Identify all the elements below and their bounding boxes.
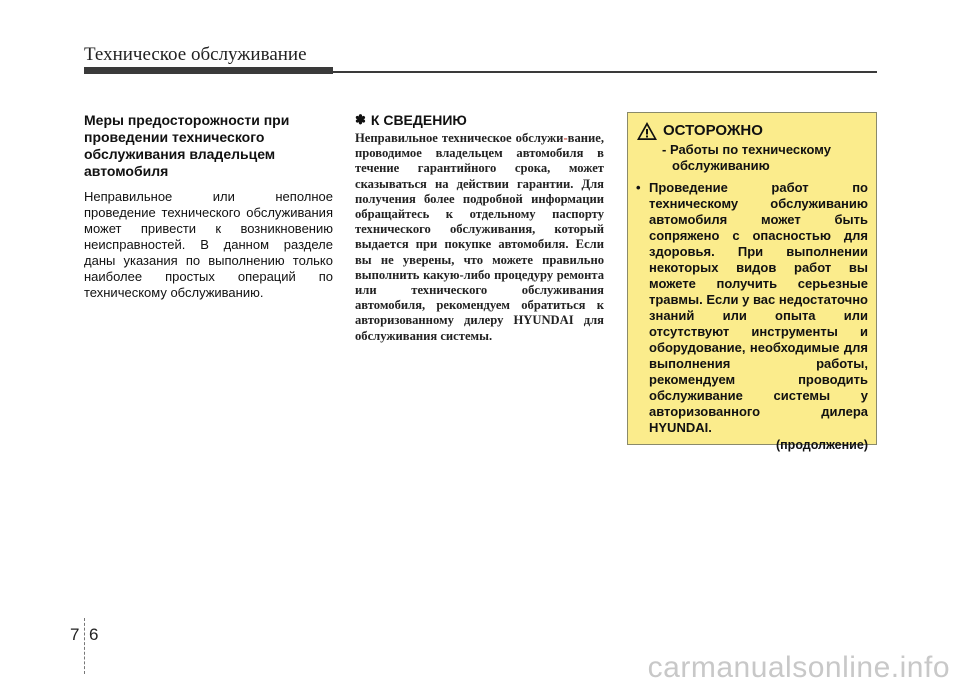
page-number-divider xyxy=(84,618,85,674)
precautions-heading: Меры предосторожности при проведении технического обслуживания владельцем автомобиля xyxy=(84,112,290,179)
notice-heading: К СВЕДЕНИЮ xyxy=(370,112,467,128)
page-number-page: 6 xyxy=(89,625,99,644)
notice-body-rest: вание, проводимое владельцем автомобиля в течение гарантийного срока, может сказываться на действии гарантии. Для получения более подробной информации обращайтесь к отдельному паспорту технического обслуживания, который выдается при покупке автомобиля. Если вы не уверены, что можете правильно выполнить какую-либо процедуру ремонта или технического обслуживания автомобиля, рекомендуем обратиться к авторизованному дилеру HYUNDAI для обслуживания системы. xyxy=(355,131,604,343)
page-number-section: 7 xyxy=(70,625,80,644)
notice-hyphen: - xyxy=(563,131,568,145)
page-header-title: Техническое обслуживание xyxy=(84,44,307,65)
watermark-text: carmanualsonline.info xyxy=(647,651,950,684)
precautions-body: Неправильное или неполное проведение технического обслуживания может привести к возникновению неисправностей. В данном разделе даны указания по выполнению только наиболее простых операций по техническому обслуживанию. xyxy=(84,189,333,300)
warning-text: Проведение работ по техническому обслуживанию автомобиля может быть сопряжено с опасностью для здоровья. При выполнении некоторых видов работ вы можете получить серьезные травмы. Если у вас недостаточно знаний или опыта или отсутствуют инструменты и оборудование, необходимые для выполнения работы, рекомендуем проводить обслуживание системы у авторизованного дилера HYUNDAI. xyxy=(649,180,868,435)
notice-star-icon: ✽ xyxy=(355,112,366,127)
notice-column xyxy=(355,112,604,344)
header-rule xyxy=(333,71,877,73)
warning-title: ОСТОРОЖНО xyxy=(663,122,763,139)
precautions-column xyxy=(84,112,333,301)
notice-body-start: Неправильное техническое обслужи xyxy=(355,131,564,145)
warning-box xyxy=(627,112,877,452)
warning-header xyxy=(636,121,868,141)
warning-triangle-icon xyxy=(636,121,658,141)
notice-heading-row xyxy=(355,112,604,128)
warning-continued: (продолжение) xyxy=(775,438,868,452)
warning-bullet-item xyxy=(636,180,868,436)
bullet-dot: • xyxy=(636,180,641,195)
header-bar xyxy=(84,67,333,74)
warning-subtitle: - Работы по техническому обслуживанию xyxy=(662,142,831,173)
notice-body xyxy=(355,131,604,344)
